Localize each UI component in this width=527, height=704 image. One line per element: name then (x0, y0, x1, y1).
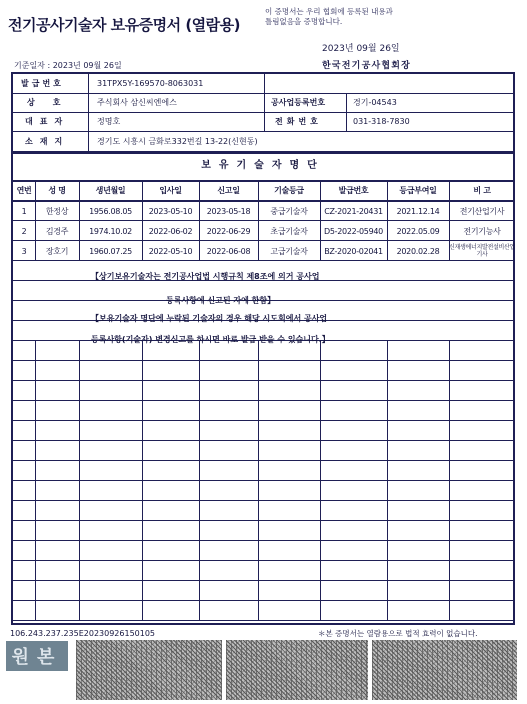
reg-no-label: 공사업등록번호 (271, 98, 326, 107)
certification-notice (265, 7, 393, 27)
basis-date: 기준일자 : 2023년 09월 26일 (14, 61, 122, 70)
grade-date-cell: 2021.12.14 (396, 206, 440, 216)
report-date-cell: 2023-05-18 (206, 206, 251, 216)
security-barcode-2 (226, 640, 368, 700)
company-info-table (11, 72, 515, 153)
remarks-cell: 신재생에너지발전설비산업기사 (449, 244, 515, 258)
note-line: 【상기보유기술자는 전기공사업법 시행규칙 제8조에 의거 공사업 (91, 272, 320, 281)
join-date-cell: 2023-05-10 (148, 206, 193, 216)
birthdate-cell: 1974.10.02 (89, 226, 132, 236)
header-grade: 기술등급 (274, 185, 304, 195)
address-label: 소재지 (25, 137, 70, 146)
name-cell: 장호기 (45, 246, 69, 256)
security-barcode-3 (372, 640, 517, 700)
seq-cell: 3 (21, 246, 27, 256)
remarks-cell: 전기기능사 (463, 226, 501, 236)
note-missing-technicians (91, 313, 431, 346)
header-join-date: 입사일 (159, 185, 182, 195)
grade-cell: 고급기술자 (270, 246, 308, 256)
note-line: 등록사항에 신고된 자에 한함】 (166, 296, 276, 305)
security-barcode-1 (76, 640, 222, 700)
phone-number: 031-318-7830 (353, 117, 410, 126)
notice-line-1: 이 증명서는 우리 협회에 등록된 내용과 (265, 7, 393, 16)
issue-no-cell: CZ-2021-20431 (324, 206, 383, 216)
note-line: 등록사항(기술자) 변경신고를 하시면 바로 발급 받을 수 있습니다.】 (91, 335, 330, 344)
name-cell: 김경주 (45, 226, 69, 236)
ceo-label: 대표자 (25, 117, 70, 126)
reg-no: 경기-04543 (353, 98, 397, 107)
grade-date-cell: 2020.02.28 (396, 246, 440, 256)
grade-date-cell: 2022.05.09 (396, 226, 440, 236)
document-code: 106.243.237.235E20230926150105 (10, 629, 156, 638)
document-title: 전기공사기술자 보유증명서 (열람용) (8, 16, 241, 34)
header-birthdate: 생년월일 (95, 185, 126, 195)
join-date-cell: 2022-05-10 (148, 246, 193, 256)
association-name: 한국전기공사협회장 (322, 61, 412, 71)
header-name: 성 명 (48, 185, 66, 195)
header-grade-date: 등급부여일 (399, 185, 437, 195)
seq-cell: 1 (21, 206, 27, 216)
issue-date: 2023년 09월 26일 (322, 44, 400, 54)
grade-cell: 중급기술자 (270, 206, 308, 216)
company-label: 상호 (27, 98, 79, 107)
issue-no-cell: BZ-2020-02041 (324, 246, 383, 256)
note-line: 【보유기술자 명단에 누락된 기술자의 경우 해당 시도회에서 공사업 (91, 314, 328, 323)
grade-cell: 초급기술자 (270, 226, 308, 236)
phone-label: 전화번호 (275, 117, 322, 126)
birthdate-cell: 1960.07.25 (89, 246, 132, 256)
report-date-cell: 2022-06-08 (206, 246, 251, 256)
header-report-date: 신고일 (217, 185, 240, 195)
issue-no-cell: D5-2022-05940 (324, 226, 383, 236)
report-date-cell: 2022-06-29 (206, 226, 251, 236)
notice-line-2: 틀림없음을 증명합니다. (265, 17, 343, 26)
technician-roster-table (11, 153, 515, 625)
roster-title: 보유기술자명단 (201, 160, 325, 171)
note-registration-basis (91, 271, 431, 307)
birthdate-cell: 1956.08.05 (89, 206, 132, 216)
company-name: 주식회사 삼신씨엔에스 (97, 98, 177, 107)
seq-cell: 2 (21, 226, 27, 236)
header-issue-no: 발급번호 (338, 185, 369, 195)
validity-notice: ＊본 증명서는 열람용으로 법적 효력이 없습니다. (318, 629, 478, 638)
header-seq: 연번 (16, 185, 32, 195)
issue-no: 31TPX5Y-169570-8063031 (97, 79, 204, 88)
issue-no-label: 발급번호 (21, 79, 64, 88)
address: 경기도 시흥시 금화로332번길 13-22(신현동) (97, 137, 258, 146)
ceo-name: 정명호 (97, 117, 121, 126)
remarks-cell: 전기산업기사 (459, 206, 505, 216)
join-date-cell: 2022-06-02 (148, 226, 193, 236)
original-stamp: 원본 (6, 641, 68, 671)
name-cell: 한정상 (45, 206, 69, 216)
header-remarks: 비 고 (473, 185, 491, 195)
